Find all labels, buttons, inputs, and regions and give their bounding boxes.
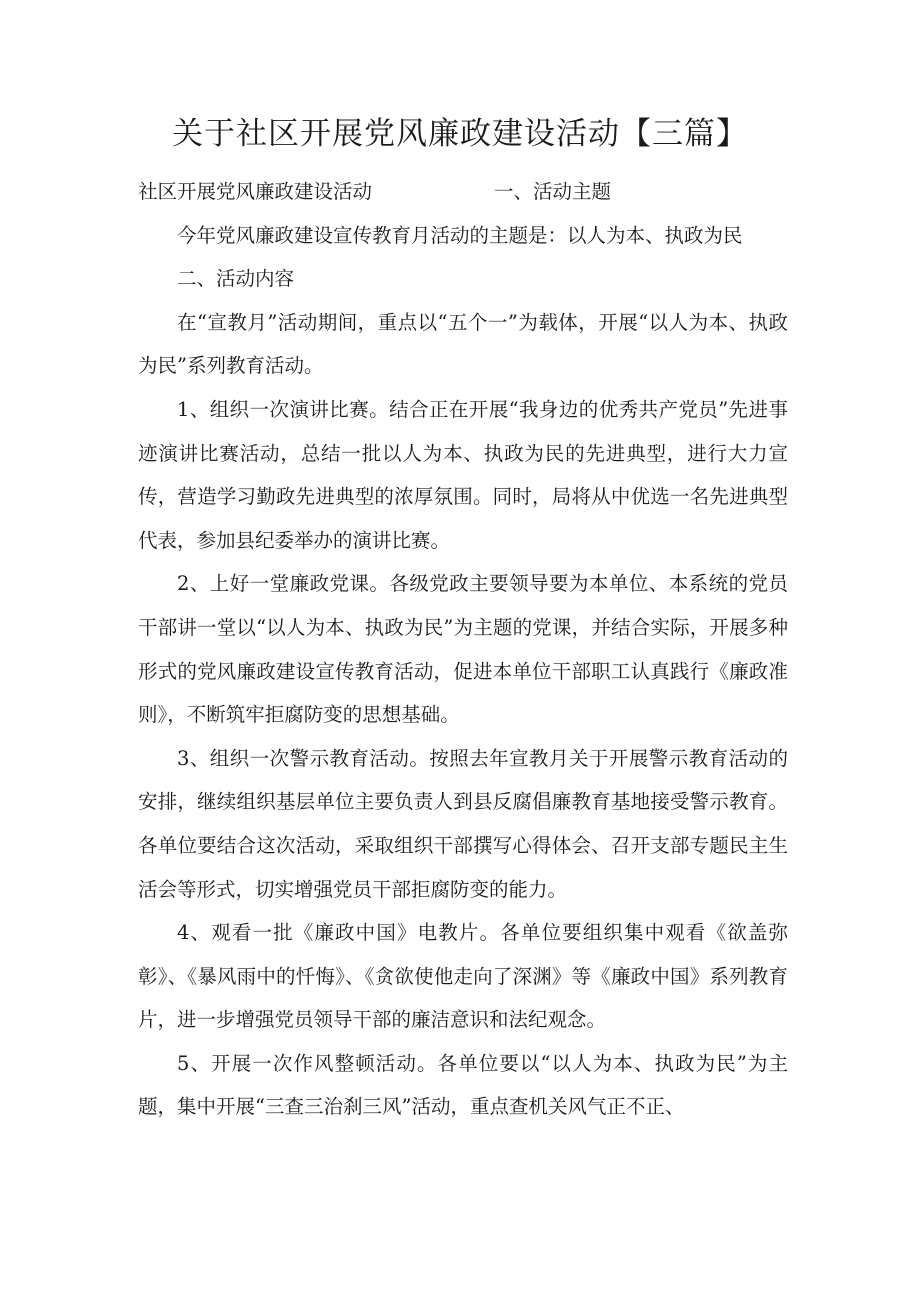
paragraph-item-3: 3、组织一次警示教育活动。按照去年宣教月关于开展警示教育活动的安排，继续组织基层单位主要负责人到县反腐倡廉教育基地接受警示教育。各单位要结合这次活动，采取组织干部撰写心得体会、召开支部专题民主生活会等形式，切实增强党员干部拒腐防变的能力。 xyxy=(138,746,788,901)
subtitle-right: 一、活动主题 xyxy=(494,180,612,203)
paragraph-item-4: 4、观看一批《廉政中国》电教片。各单位要组织集中观看《欲盖弥彰》、《暴风雨中的忏悔》、《贪欲使他走向了深渊》等《廉政中国》系列教育片，进一步增强党员领导干部的廉洁意识和法纪观念。 xyxy=(138,921,788,1032)
paragraph-item-5: 5、开展一次作风整顿活动。各单位要以“以人为本、执政为民”为主题，集中开展“三查三治刹三风”活动，重点查机关风气正不正、 xyxy=(138,1051,788,1119)
paragraph-intro: 在“宣教月”活动期间，重点以“五个一”为载体，开展“以人为本、执政为民”系列教育活动。 xyxy=(138,310,788,378)
subtitle-left: 社区开展党风廉政建设活动 xyxy=(138,180,373,203)
section-heading-content: 二、活动内容 xyxy=(177,267,295,291)
paragraph-item-2: 2、上好一堂廉政党课。各级党政主要领导要为本单位、本系统的党员干部讲一堂以“以人为本、执政为民”为主题的党课，并结合实际，开展多种形式的党风廉政建设宣传教育活动，促进本单位干部职工认真践行《廉政准则》，不断筑牢拒腐防变的思想基础。 xyxy=(138,572,788,727)
document-body xyxy=(138,170,788,1129)
document-title: 关于社区开展党风廉政建设活动【三篇】 xyxy=(172,116,748,152)
paragraph-theme: 今年党风廉政建设宣传教育月活动的主题是：以人为本、执政为民 xyxy=(177,223,743,247)
paragraph-item-1: 1、组织一次演讲比赛。结合正在开展“我身边的优秀共产党员”先进事迹演讲比赛活动，总结一批以人为本、执政为民的先进典型，进行大力宣传，营造学习勤政先进典型的浓厚氛围。同时，局将从中优选一名先进典型代表，参加县纪委举办的演讲比赛。 xyxy=(138,397,788,552)
subtitle-line xyxy=(138,170,788,214)
